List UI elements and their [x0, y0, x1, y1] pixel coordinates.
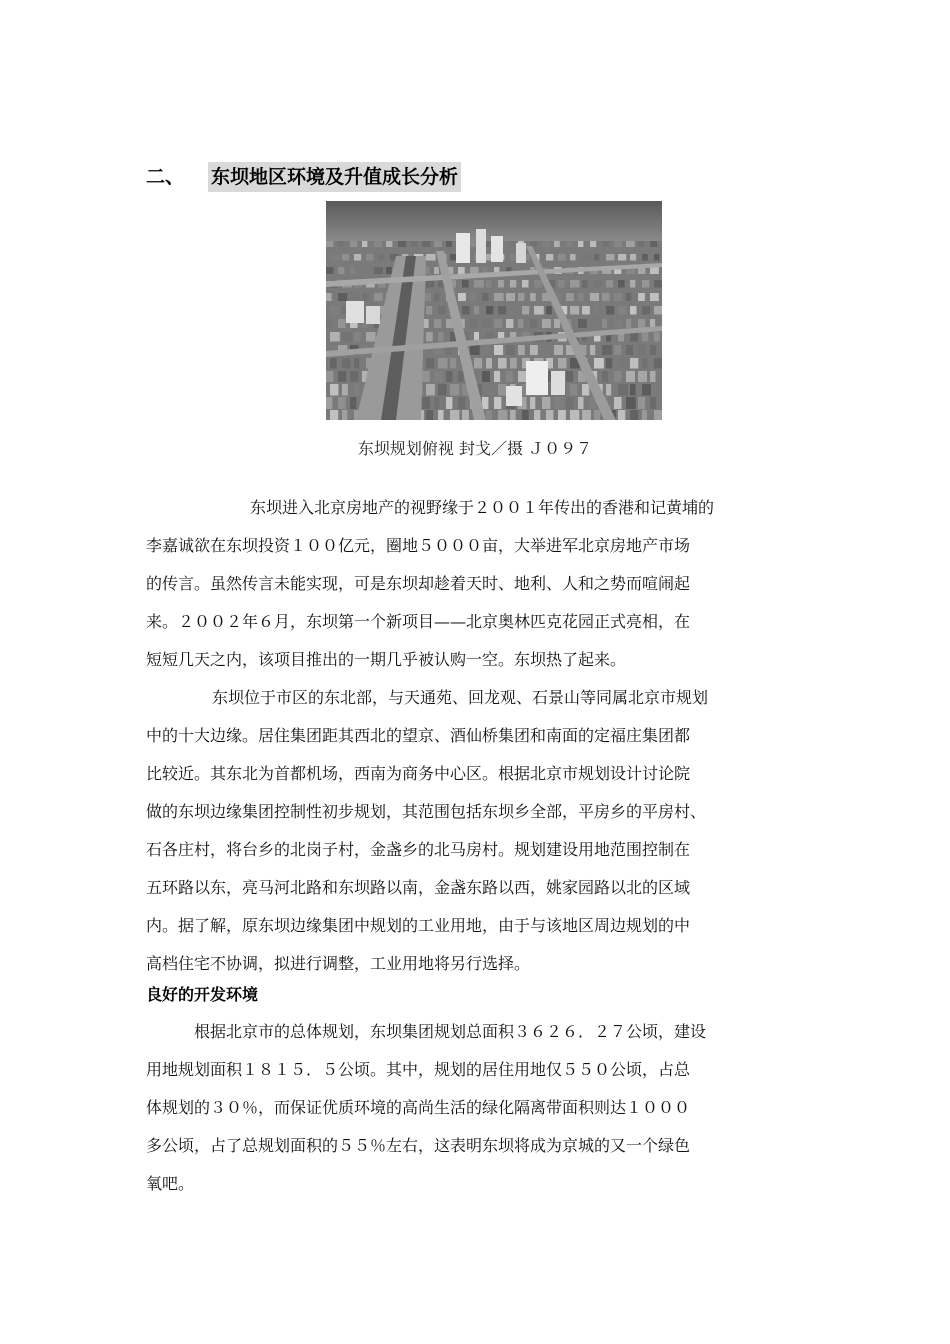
section-title: 东坝地区环境及升值成长分析 [208, 162, 461, 192]
paragraph-line: 内。据了解，原东坝边缘集团中规划的工业用地，由于与该地区周边规划的中 [146, 916, 691, 935]
paragraph-line: 东坝进入北京房地产的视野缘于２００１年传出的香港和记黄埔的 [250, 498, 715, 517]
paragraph-line: 根据北京市的总体规划，东坝集团规划总面积３６２６．２７公顷，建设 [194, 1022, 707, 1041]
paragraph-line: 用地规划面积１８１５．５公顷。其中，规划的居住用地仅５５０公顷，占总 [146, 1060, 691, 1079]
section-number: 二、 [146, 166, 185, 188]
paragraph-line: 短短几天之内，该项目推出的一期几乎被认购一空。东坝热了起来。 [146, 650, 627, 669]
paragraph-line: 氧吧。 [146, 1174, 195, 1193]
paragraph-2 [146, 679, 816, 983]
paragraph-line: 做的东坝边缘集团控制性初步规划，其范围包括东坝乡全部，平房乡的平房村、 [146, 802, 707, 821]
paragraph-line: 比较近。其东北为首都机场，西南为商务中心区。根据北京市规划设计讨论院 [146, 764, 691, 783]
paragraph-line: 李嘉诚欲在东坝投资１００亿元，圈地５０００亩，大举进军北京房地产市场 [146, 536, 691, 555]
subheading: 良好的开发环境 [146, 985, 259, 1004]
paragraph-line: 石各庄村，将台乡的北岗子村，金盏乡的北马房村。规划建设用地范围控制在 [146, 840, 691, 859]
paragraph-line: 的传言。虽然传言未能实现，可是东坝却趁着天时、地利、人和之势而喧闹起 [146, 574, 691, 593]
paragraph-1 [146, 489, 816, 679]
paragraph-line: 来。２００２年６月，东坝第一个新项目——北京奥林匹克花园正式亮相，在 [146, 612, 691, 631]
aerial-city-model-photo [326, 201, 662, 420]
paragraph-line: 五环路以东，亮马河北路和东坝路以南，金盏东路以西，姚家园路以北的区域 [146, 878, 691, 897]
paragraph-line: 多公顷，占了总规划面积的５５％左右，这表明东坝将成为京城的又一个绿色 [146, 1136, 691, 1155]
paragraph-line: 体规划的３０％，而保证优质环境的高尚生活的绿化隔离带面积则达１０００ [146, 1098, 691, 1117]
paragraph-line: 东坝位于市区的东北部，与天通苑、回龙观、石景山等同属北京市规划 [212, 688, 709, 707]
paragraph-line: 高档住宅不协调，拟进行调整，工业用地将另行选择。 [146, 954, 531, 973]
paragraph-line: 中的十大边缘。居住集团距其西北的望京、酒仙桥集团和南面的定福庄集团都 [146, 726, 691, 745]
figure-caption: 东坝规划俯视 封戈／摄 Ｊ０９７ [357, 439, 593, 458]
paragraph-3 [146, 1013, 816, 1203]
